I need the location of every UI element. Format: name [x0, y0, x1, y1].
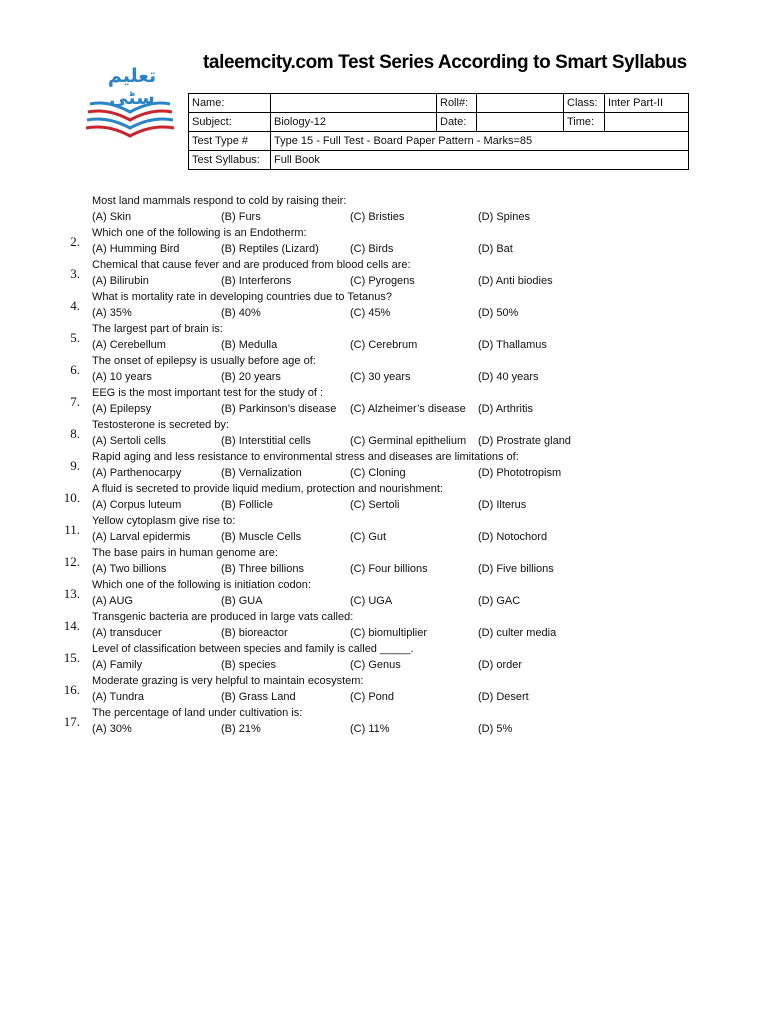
option-c: (C) Genus [350, 659, 401, 671]
question-number: 6. [70, 362, 80, 377]
option-a: (A) 30% [92, 723, 132, 735]
option-a: (A) Epilepsy [92, 403, 152, 415]
option-a: (A) 35% [92, 307, 132, 319]
option-b: (B) species [221, 659, 277, 671]
question-item [0, 386, 768, 418]
option-a: (A) 10 years [92, 371, 152, 383]
question-item [0, 674, 768, 706]
date-field[interactable] [477, 113, 564, 132]
option-d: (D) Anti biodies [478, 275, 553, 287]
option-d: (D) Desert [478, 691, 529, 703]
question-item [0, 418, 768, 450]
option-d: (D) Prostrate gland [478, 435, 571, 447]
option-d: (D) Phototropism [478, 467, 562, 479]
option-c: (C) Sertoli [350, 499, 400, 511]
option-c: (C) Germinal epithelium [350, 435, 467, 447]
question-item [0, 706, 768, 738]
question-number: 3. [70, 266, 80, 281]
time-label: Time: [564, 113, 605, 132]
subject-label: Subject: [189, 113, 271, 132]
question-number: 12. [63, 554, 80, 569]
option-b: (B) GUA [221, 595, 263, 607]
question-number: 15. [63, 650, 80, 665]
question-text: Chemical that cause fever and are produced from blood cells are: [92, 259, 411, 271]
question-item [0, 642, 768, 674]
question-item [0, 194, 768, 226]
question-text: Rapid aging and less resistance to environmental stress and diseases are limitations of: [92, 451, 519, 463]
option-c: (C) Pond [350, 691, 395, 703]
question-number: 11. [64, 522, 80, 537]
option-d: (D) Spines [478, 211, 530, 223]
question-item [0, 226, 768, 258]
question-number: 14. [63, 618, 80, 633]
question-item [0, 482, 768, 514]
question-item [0, 610, 768, 642]
question-number: 16. [63, 682, 80, 697]
question-number: 5. [70, 330, 80, 345]
question-number: 7. [70, 394, 80, 409]
option-b: (B) Follicle [221, 499, 273, 511]
logo-text-top: تعلیم [107, 65, 157, 87]
option-a: (A) Humming Bird [92, 243, 180, 255]
option-a: (A) Bilirubin [92, 275, 149, 287]
option-b: (B) Vernalization [221, 467, 302, 479]
option-b: (B) Three billions [221, 563, 304, 575]
option-a: (A) Cerebellum [92, 339, 166, 351]
option-c: (C) 30 years [350, 371, 411, 383]
question-text: The onset of epilepsy is usually before age of: [92, 355, 316, 367]
option-b: (B) Interstitial cells [221, 435, 311, 447]
taleemcity-logo [84, 60, 176, 138]
option-c: (C) Alzheimer’s disease [350, 403, 466, 415]
question-number: 13. [63, 586, 80, 601]
option-d: (D) Notochord [478, 531, 548, 543]
option-d: (D) 5% [478, 723, 513, 735]
syllabus-label: Test Syllabus: [189, 151, 271, 170]
question-number: 8. [70, 426, 80, 441]
time-field[interactable] [605, 113, 689, 132]
option-d: (D) culter media [478, 627, 557, 639]
option-b: (B) Parkinson’s disease [221, 403, 337, 415]
option-a: (A) Corpus luteum [92, 499, 182, 511]
option-d: (D) 40 years [478, 371, 539, 383]
name-field[interactable] [271, 94, 437, 113]
option-c: (C) UGA [350, 595, 393, 607]
question-item [0, 290, 768, 322]
option-d: (D) GAC [478, 595, 521, 607]
option-b: (B) 21% [221, 723, 261, 735]
test-type-value: Type 15 - Full Test - Board Paper Pattern - Marks=85 [271, 132, 689, 151]
question-text: Moderate grazing is very helpful to maintain ecosystem: [92, 675, 364, 687]
class-label: Class: [564, 94, 605, 113]
question-item [0, 322, 768, 354]
option-d: (D) Arthritis [478, 403, 533, 415]
subject-value: Biology-12 [271, 113, 437, 132]
option-a: (A) Parthenocarpy [92, 467, 182, 479]
student-info-table [188, 93, 689, 170]
option-b: (B) Grass Land [221, 691, 296, 703]
option-a: (A) Two billions [92, 563, 167, 575]
question-text: The largest part of brain is: [92, 323, 223, 335]
option-a: (A) Family [92, 659, 143, 671]
question-text: Which one of the following is an Endotherm: [92, 227, 307, 239]
mcq-list [0, 194, 768, 738]
logo-text-bottom: سٹی [109, 87, 155, 109]
question-text: The percentage of land under cultivation is: [92, 707, 303, 719]
question-text: Transgenic bacteria are produced in large vats called: [92, 611, 354, 623]
date-label: Date: [437, 113, 477, 132]
option-a: (A) Sertoli cells [92, 435, 166, 447]
option-c: (C) 45% [350, 307, 391, 319]
roll-field[interactable] [477, 94, 564, 113]
option-b: (B) Furs [221, 211, 261, 223]
question-number: 9. [70, 458, 80, 473]
option-c: (C) Cloning [350, 467, 406, 479]
question-item [0, 354, 768, 386]
question-text: Level of classification between species and family is called _____. [92, 643, 414, 655]
class-value: Inter Part-II [605, 94, 689, 113]
question-text: A fluid is secreted to provide liquid medium, protection and nourishment: [92, 483, 443, 495]
option-c: (C) Cerebrum [350, 339, 418, 351]
syllabus-value: Full Book [271, 151, 689, 170]
question-number: 10. [63, 490, 80, 505]
option-c: (C) biomultiplier [350, 627, 428, 639]
option-c: (C) Four billions [350, 563, 428, 575]
question-text: Most land mammals respond to cold by raising their: [92, 195, 347, 207]
test-type-label: Test Type # [189, 132, 271, 151]
option-a: (A) Tundra [92, 691, 144, 703]
question-text: Testosterone is secreted by: [92, 419, 229, 431]
option-c: (C) 11% [350, 723, 390, 735]
question-text: What is mortality rate in developing countries due to Tetanus? [92, 291, 393, 303]
question-item [0, 546, 768, 578]
option-b: (B) bioreactor [221, 627, 288, 639]
option-b: (B) Reptiles (Lizard) [221, 243, 319, 255]
option-c: (C) Birds [350, 243, 394, 255]
question-text: EEG is the most important test for the study of : [92, 387, 324, 399]
option-d: (D) 50% [478, 307, 519, 319]
question-number: 2. [70, 234, 80, 249]
question-item [0, 258, 768, 290]
option-d: (D) Bat [478, 243, 513, 255]
question-item [0, 514, 768, 546]
option-b: (B) Medulla [221, 339, 278, 351]
option-d: (D) Five billions [478, 563, 554, 575]
option-d: (D) Ilterus [478, 499, 527, 511]
question-number: 17. [63, 714, 80, 729]
question-text: Yellow cytoplasm give rise to: [92, 515, 236, 527]
option-b: (B) 40% [221, 307, 261, 319]
option-c: (C) Pyrogens [350, 275, 415, 287]
name-label: Name: [189, 94, 271, 113]
roll-label: Roll#: [437, 94, 477, 113]
option-a: (A) AUG [92, 595, 133, 607]
option-a: (A) transducer [92, 627, 162, 639]
option-b: (B) 20 years [221, 371, 281, 383]
option-a: (A) Larval epidermis [92, 531, 191, 543]
question-item [0, 450, 768, 482]
option-b: (B) Interferons [221, 275, 292, 287]
option-a: (A) Skin [92, 211, 132, 223]
question-number: 4. [70, 298, 80, 313]
page-title: taleemcity.com Test Series According to Smart Syllabus [203, 52, 687, 73]
question-text: Which one of the following is initiation codon: [92, 579, 311, 591]
option-b: (B) Muscle Cells [221, 531, 302, 543]
question-text: The base pairs in human genome are: [92, 547, 278, 559]
option-d: (D) order [478, 659, 523, 671]
option-c: (C) Gut [350, 531, 387, 543]
question-item [0, 578, 768, 610]
option-c: (C) Bristies [350, 211, 405, 223]
option-d: (D) Thallamus [478, 339, 547, 351]
